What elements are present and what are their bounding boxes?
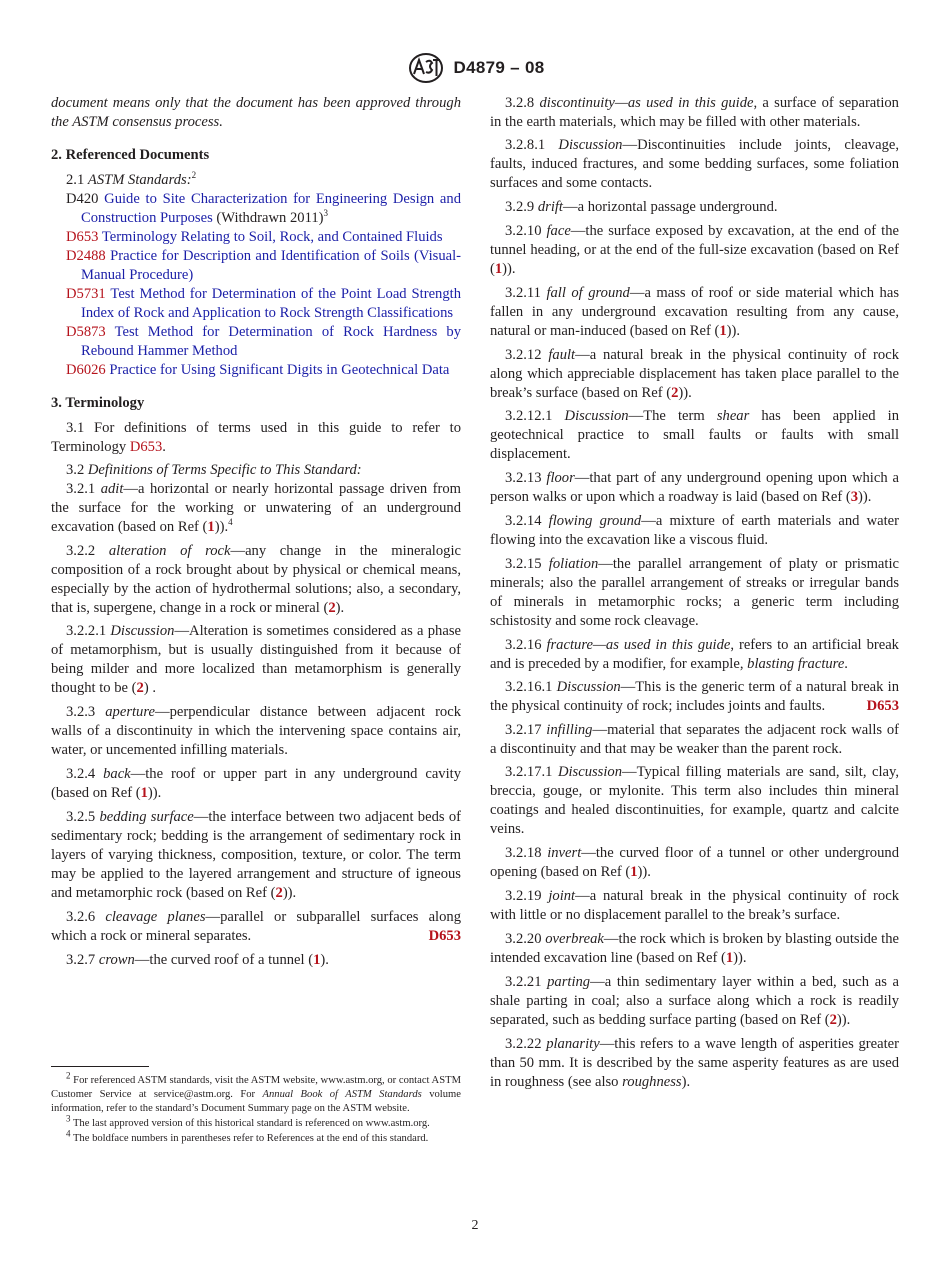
def-flowing-ground: 3.2.14 flowing ground—a mixture of earth materials and water flowing into the excavation like a viscous fluid. <box>490 513 899 548</box>
def-aperture: 3.2.3 aperture—perpendicular distance between adjacent rock walls of a discontinuity in which the intervening space contains air, water, or uncemented infilling materials. <box>51 704 461 758</box>
def-parting: 3.2.21 parting—a thin sedimentary layer within a bed, such as a shale parting in coal; also a surface along which a rock is readily separated, such as bedding surface parting (based on Ref (2)). <box>490 974 899 1028</box>
discussion-3-2-8-1: 3.2.8.1 Discussion—Discontinuities include joints, cleavage, faults, induced fractures, and some bedding surfaces, some foliation surfaces and some contacts. <box>490 137 900 191</box>
def-infilling: 3.2.17 infilling—material that separates the adjacent rock walls of a discontinuity and that may be weaker than the parent rock. <box>490 722 899 757</box>
footnotes <box>51 1070 461 1147</box>
discussion-3-2-17-1: 3.2.17.1 Discussion—Typical filling materials are sand, silt, clay, breccia, gouge, or mylonite. This term also includes thin mineral coatings and healed discontinuities, for example, quartz and calcite veins. <box>490 764 899 837</box>
def-fault: 3.2.12 fault—a natural break in the physical continuity of rock along which appreciable displacement has taken place parallel to the break’s surface (based on Ref (2)). <box>490 347 899 401</box>
astm-logo-icon <box>406 52 446 84</box>
def-foliation: 3.2.15 foliation—the parallel arrangement of platy or prismatic minerals; also the parallel arrangement of streaks or irregular bands of minerals in metamorphic rocks; a generic term including schistosity and some rock cleavage. <box>490 556 899 629</box>
intro-paragraph: document means only that the document has been approved through the ASTM consensus process. <box>51 95 461 130</box>
reference-item-d2488[interactable]: D2488 Practice for Description and Identification of Soils (Visual-Manual Procedure) <box>66 248 462 283</box>
def-alteration-of-rock: 3.2.2 alteration of rock—any change in the mineralogic composition of a rock brought about by physical or chemical means, especially by the action of hydrothermal solutions; also, a secondary, that is, supergene, change in a rock or mineral (2). <box>51 543 461 616</box>
def-cleavage-planes: 3.2.6 cleavage planes—parallel or subparallel surfaces along which a rock or mineral separates. D653 <box>51 909 461 944</box>
para-3-1: 3.1 For definitions of terms used in this guide to refer to Terminology D653. <box>51 420 461 455</box>
def-fracture: 3.2.16 fracture—as used in this guide, refers to an artificial break and is preceded by a modifier, for example, blasting fracture. <box>490 637 899 672</box>
section-3-heading: 3. Terminology <box>51 395 145 411</box>
def-fall-of-ground: 3.2.11 fall of ground—a mass of roof or side material which has fallen in any underground excavation resulting from any cause, natural or man-induced (based on Ref (1)). <box>490 285 900 339</box>
discussion-3-2-2-1: 3.2.2.1 Discussion—Alteration is sometimes considered as a phase of metamorphism, but is usually distinguished from it because of being milder and more localized than metamorphism is generally thought to be (2) . <box>51 623 461 696</box>
reference-item-d5873[interactable]: D5873 Test Method for Determination of Rock Hardness by Rebound Hammer Method <box>66 324 461 359</box>
page-header <box>0 52 950 84</box>
para-3-2: 3.2 Definitions of Terms Specific to This Standard: <box>66 462 362 478</box>
d653-link[interactable]: D653 <box>129 439 163 455</box>
section-2-heading: 2. Referenced Documents <box>51 147 210 163</box>
d653-ref-tag[interactable]: D653 <box>866 698 899 714</box>
footnote-4: $^4$ The boldface numbers in parentheses refer to References at the end of this standard. <box>66 1128 429 1144</box>
def-face: 3.2.10 face—the surface exposed by excavation, at the end of the tunnel heading, or at the end of the full-size excavation (based on Ref (1)). <box>490 223 899 277</box>
def-floor: 3.2.13 floor—that part of any underground opening upon which a person walks or upon which a roadway is laid (based on Ref (3)). <box>490 470 899 505</box>
def-adit: 3.2.1 adit—a horizontal or nearly horizontal passage driven from the surface for the working or unwatering of an underground excavation (based on Ref (1)).$^4$ <box>51 481 461 535</box>
def-drift: 3.2.9 drift—a horizontal passage underground. <box>505 199 778 215</box>
reference-item-d5731[interactable]: D5731 Test Method for Determination of the Point Load Strength Index of Rock and Application to Rock Strength Classifications <box>66 286 462 321</box>
left-column <box>51 94 461 974</box>
def-crown: 3.2.7 crown—the curved roof of a tunnel (1). <box>66 952 329 968</box>
def-joint: 3.2.19 joint—a natural break in the physical continuity of rock with little or no displacement parallel to the break’s surface. <box>490 888 899 923</box>
discussion-3-2-16-1: 3.2.16.1 Discussion—This is the generic term of a natural break in the physical continuity of rock; includes joints and faults. D653 <box>490 679 899 714</box>
d653-ref-tag[interactable]: D653 <box>428 928 461 944</box>
page-number: 2 <box>471 1218 479 1233</box>
def-invert: 3.2.18 invert—the curved floor of a tunnel or other underground opening (based on Ref (1)). <box>490 845 899 880</box>
reference-item-d6026[interactable]: D6026 Practice for Using Significant Digits in Geotechnical Data <box>66 362 450 378</box>
def-discontinuity: 3.2.8 discontinuity—as used in this guide, a surface of separation in the earth materials, which may be filled with other materials. <box>490 95 899 130</box>
def-planarity: 3.2.22 planarity—this refers to a wave length of asperities greater than 50 mm. It is described by the same asperity features as are used in roughness (see also roughness). <box>490 1036 899 1090</box>
def-overbreak: 3.2.20 overbreak—the rock which is broken by blasting outside the intended excavation line (based on Ref (1)). <box>490 931 899 966</box>
def-back: 3.2.4 back—the roof or upper part in any underground cavity (based on Ref (1)). <box>51 766 462 801</box>
reference-item-d653[interactable]: D653 Terminology Relating to Soil, Rock, and Contained Fluids <box>66 229 443 245</box>
discussion-3-2-12-1: 3.2.12.1 Discussion—The term shear has been applied in geotechnical practice to small faults or faults with small displacement. <box>490 408 900 462</box>
footnote-2: $^2$ For referenced ASTM standards, visit the ASTM website, www.astm.org, or contact ASTM Customer Service at service@astm.org. For Annual Book of ASTM Standards volume information, refer to the standard’s Document Summary page on the ASTM website. <box>51 1070 461 1114</box>
reference-item-d420[interactable]: D420 Guide to Site Characterization for Engineering Design and Construction Purposes (Withdrawn 2011)$^3$ <box>66 191 461 226</box>
astm-standards-subheading: 2.1 ASTM Standards:$^2$ <box>66 170 197 188</box>
footnote-rule <box>51 1066 149 1067</box>
footnote-3: $^3$ The last approved version of this historical standard is referenced on www.astm.org. <box>66 1113 430 1129</box>
document-number: D4879 – 08 <box>453 58 545 77</box>
right-column <box>490 94 899 1096</box>
def-bedding-surface: 3.2.5 bedding surface—the interface between two adjacent beds of sedimentary rock; bedding is the arrangement of sedimentary rock in layers of varying thickness, composition, texture, or color. The term may be applied to the layered arrangement and structure of igneous and metamorphic rock (based on Ref (2)). <box>51 809 461 901</box>
